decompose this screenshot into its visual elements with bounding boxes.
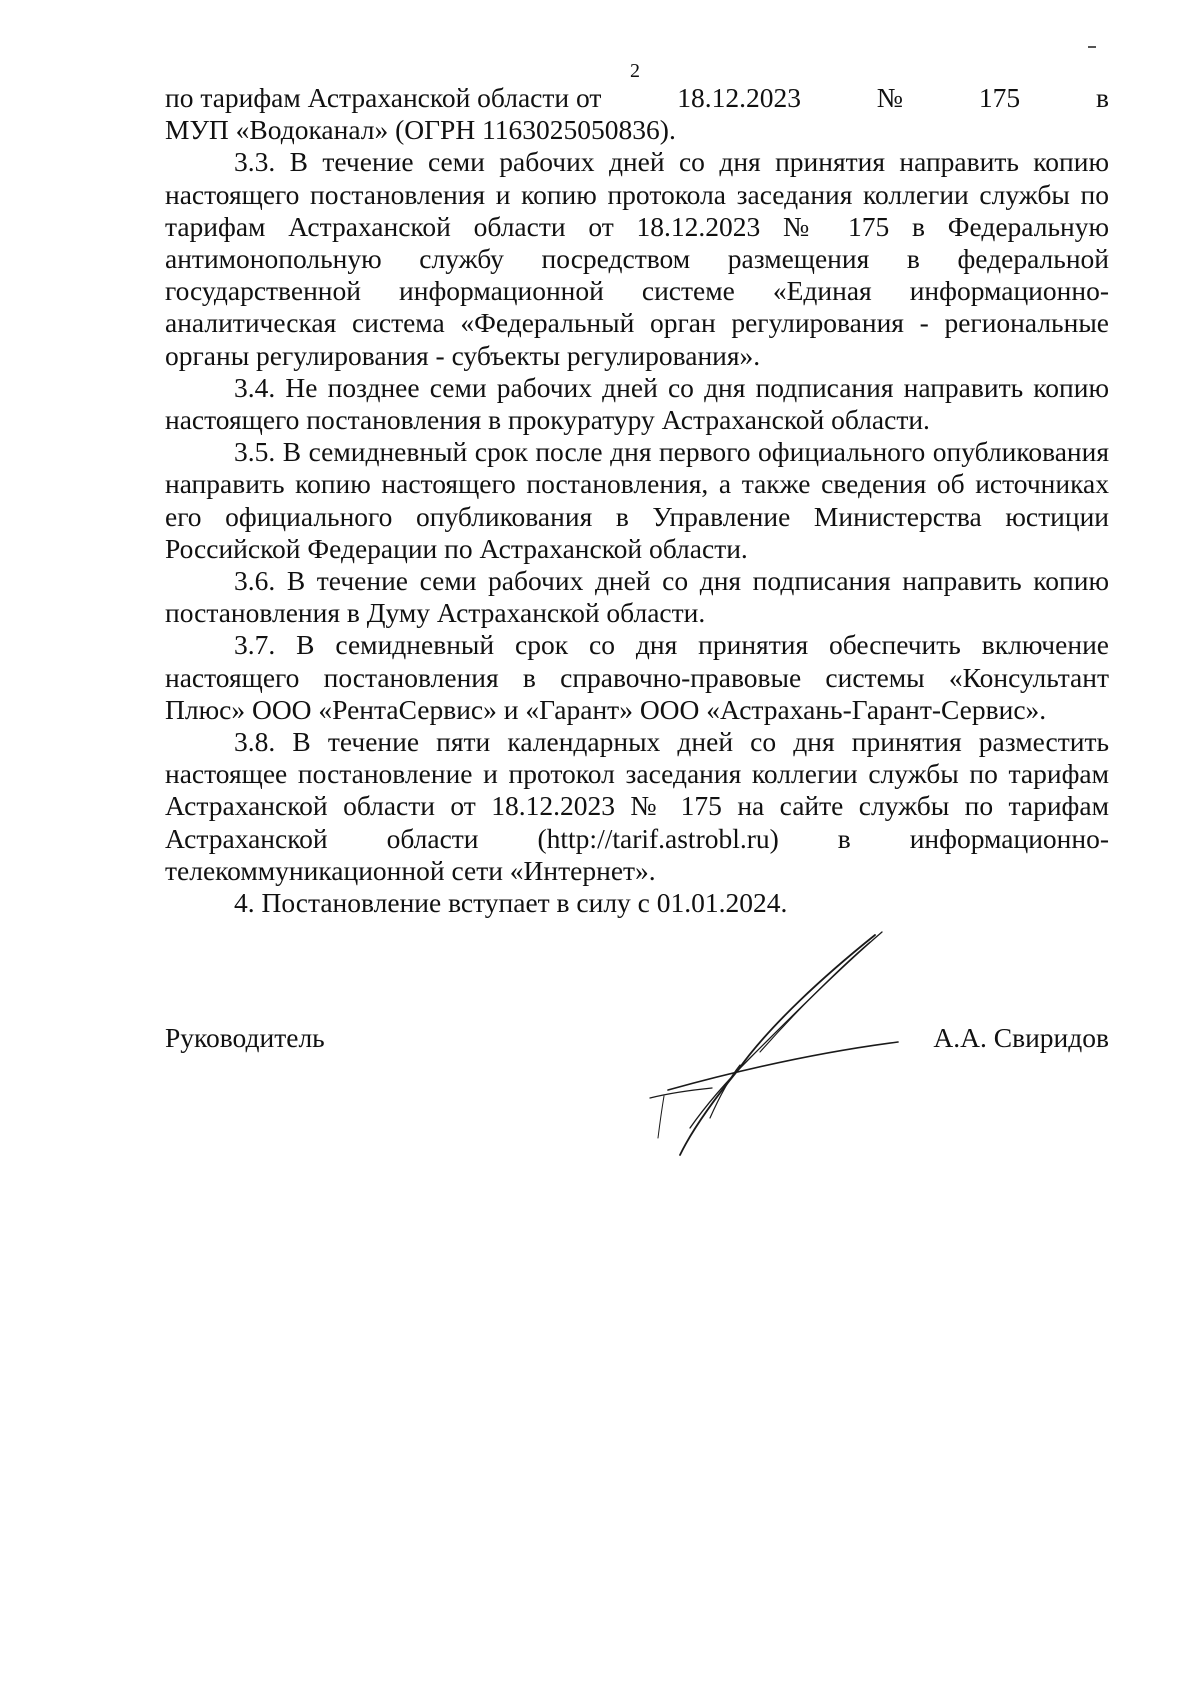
paragraph-4: 4. Постановление вступает в силу с 01.01.2024. <box>234 887 788 919</box>
document-body <box>165 82 1109 919</box>
signatory-name: А.А. Свиридов <box>933 1022 1109 1053</box>
paragraph-3-3: 3.3. В течение семи рабочих дней со дня принятия направить копию настоящего постановления и копию протокола заседания коллегии службы по тарифам Астраханской области от 18.12.2023 № 175 в Федеральную антимонопольную службу посредством размещения в федеральной государственной информационной системе «Единая информационно-аналитическая система «Федеральный орган регулирования - региональные органы регулирования - субъекты регулирования». <box>165 146 1109 371</box>
paragraph-3-5: 3.5. В семидневный срок после дня первого официального опубликования направить копию настоящего постановления, а также сведения об источниках его официального опубликования в Управление Министерства юстиции Российской Федерации по Астраханской области. <box>165 436 1109 564</box>
first-line-text: по тарифам Астраханской области от <box>165 82 602 113</box>
paragraph-3-4: 3.4. Не позднее семи рабочих дней со дня подписания направить копию настоящего постановления в прокуратуру Астраханской области. <box>165 371 1109 436</box>
first-line-number: 175 <box>978 82 1021 113</box>
page-number: 2 <box>630 60 640 82</box>
signature-block <box>165 1022 1109 1054</box>
paragraph-3-6: 3.6. В течение семи рабочих дней со дня подписания направить копию постановления в Думу Астраханской области. <box>165 565 1109 629</box>
paragraph-continuation: МУП «Водоканал» (ОГРН 1163025050836). <box>165 114 676 146</box>
continuation-first-line <box>165 82 1109 114</box>
first-line-number-sign: № <box>876 82 904 113</box>
first-line-preposition: в <box>1095 82 1109 113</box>
paragraph-3-8: 3.8. В течение пяти календарных дней со дня принятия разместить настоящее постановление и протокол заседания коллегии службы по тарифам Астраханской области от 18.12.2023 № 175 на сайте службы по тарифам Астраханской области (http://tarif.astrobl.ru) в информационно-телекоммуникационной сети «Интернет». <box>165 726 1109 886</box>
first-line-date: 18.12.2023 <box>677 82 801 113</box>
paragraph-3-7: 3.7. В семидневный срок со дня принятия обеспечить включение настоящего постановления в справочно-правовые системы «Консультант Плюс» ООО «РентаСервис» и «Гарант» ООО «Астрахань-Гарант-Сервис». <box>165 629 1109 725</box>
corner-mark <box>1088 46 1096 48</box>
signatory-position: Руководитель <box>165 1022 325 1053</box>
